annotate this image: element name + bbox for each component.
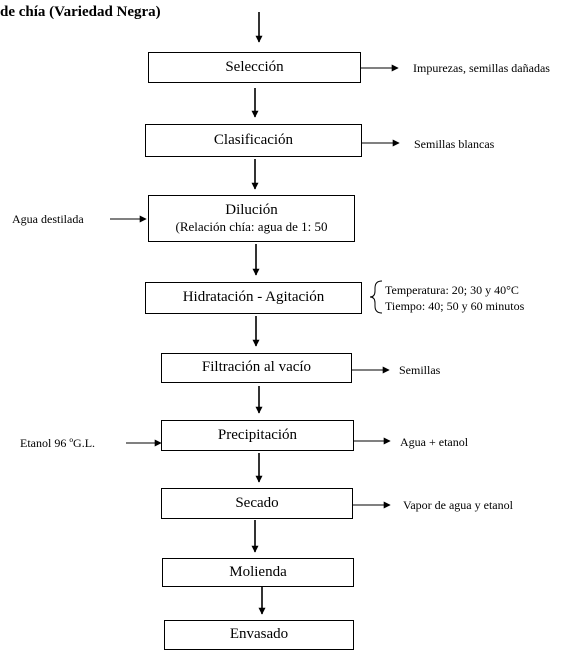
diagram-title: de chía (Variedad Negra)	[0, 4, 161, 20]
step-sublabel: (Relación chía: agua de 1: 50	[175, 218, 328, 234]
condition-time: Tiempo: 40; 50 y 60 minutos	[385, 299, 525, 314]
step-label: Molienda	[229, 563, 287, 580]
output-clasificacion: Semillas blancas	[414, 137, 495, 151]
step-clasificacion	[145, 124, 362, 157]
step-molienda	[162, 558, 354, 587]
step-label: Selección	[225, 58, 284, 75]
step-secado	[161, 488, 353, 519]
step-label: Hidratación - Agitación	[182, 289, 325, 306]
output-precipitacion: Agua + etanol	[400, 435, 469, 449]
step-precipitacion	[161, 420, 354, 451]
output-secado: Vapor de agua y etanol	[403, 498, 513, 512]
step-seleccion	[148, 52, 361, 83]
input-precipitacion: Etanol 96 ºG.L.	[20, 436, 96, 450]
conditions-block	[385, 282, 524, 314]
step-filtracion	[161, 353, 352, 383]
step-label: Filtración al vacío	[201, 359, 312, 376]
step-label: Envasado	[229, 626, 289, 643]
input-dilucion: Agua destilada	[12, 212, 84, 226]
condition-temperature: Temperatura: 20; 30 y 40°C	[385, 283, 519, 297]
output-filtracion: Semillas	[399, 363, 441, 377]
step-envasado	[164, 620, 354, 650]
step-label: Dilución	[225, 202, 278, 219]
step-label: Clasificación	[213, 131, 294, 148]
conditions-brace	[370, 281, 382, 313]
step-label: Secado	[235, 494, 279, 511]
step-hidratacion	[145, 282, 362, 314]
output-seleccion: Impurezas, semillas dañadas	[413, 61, 550, 75]
step-dilucion	[148, 195, 355, 242]
step-label: Precipitación	[217, 426, 298, 443]
